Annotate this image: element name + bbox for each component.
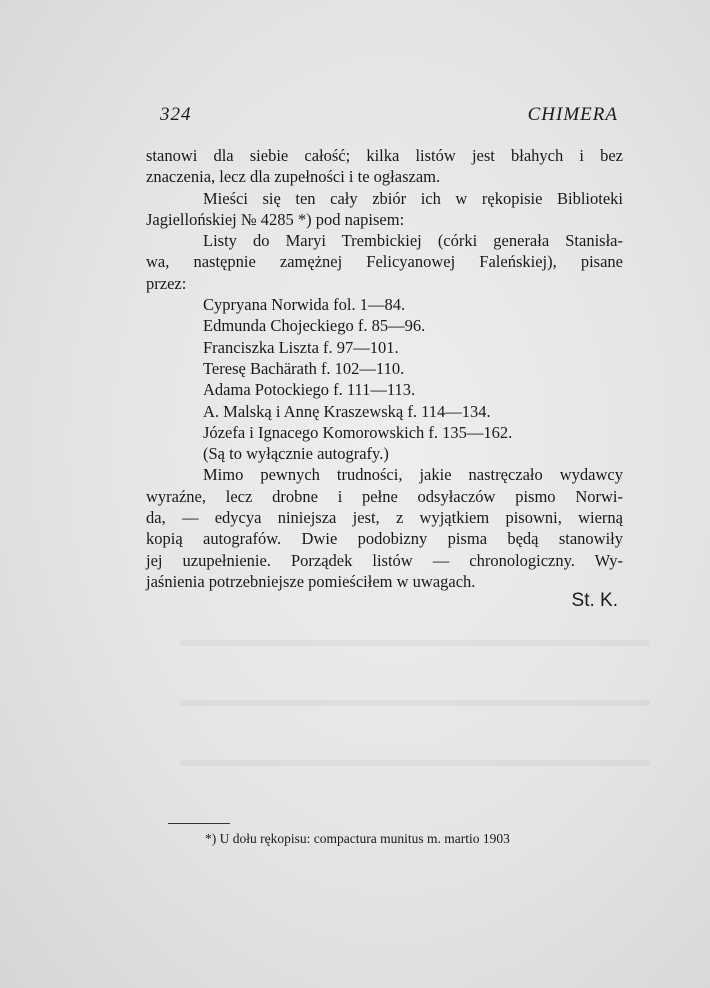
bleed-through-shadow: [180, 640, 650, 646]
text-line: znaczenia, lecz dla zupełności i te ogłaszam.: [146, 167, 441, 187]
list-item: A. Malską i Annę Kraszewską f. 114—134.: [203, 401, 491, 421]
list-item: Edmunda Chojeckiego f. 85—96.: [203, 316, 426, 336]
running-title: CHIMERA: [527, 104, 618, 125]
list-item: Adama Potockiego f. 111—113.: [203, 380, 416, 400]
list-item: Cypryana Norwida fol. 1—84.: [203, 295, 406, 315]
text-line: przez:: [146, 273, 187, 293]
text-line: Jagiellońskiej № 4285 *) pod napisem:: [146, 209, 405, 229]
text-line: jaśnienia potrzebniejsze pomieściłem w uwagach.: [146, 571, 476, 591]
list-item: Franciszka Liszta f. 97—101.: [203, 337, 399, 357]
text-line: da, — edycya niniejsza jest, z wyjątkiem pisowni, wierną: [146, 508, 623, 528]
page-number: 324: [160, 104, 192, 125]
text-line: stanowi dla siebie całość; kilka listów jest błahych i bez: [146, 146, 623, 165]
signature: St. K.: [571, 590, 618, 611]
list-item: (Są to wyłącznie autografy.): [203, 444, 389, 464]
text-line: wa, następnie zamężnej Felicyanowej Faleńskiej), pisane: [146, 252, 623, 272]
bleed-through-shadow: [180, 700, 650, 706]
text-line: Listy do Maryi Trembickiej (córki generała Stanisła-: [203, 231, 623, 251]
list-item: Józefa i Ignacego Komorowskich f. 135—162.: [203, 422, 513, 442]
bleed-through-shadow: [180, 760, 650, 766]
footnote-rule: [168, 823, 230, 824]
body-text: [146, 145, 623, 592]
list-item: Teresę Bachärath f. 102—110.: [203, 358, 405, 378]
footnote: *) U dołu rękopisu: compactura munitus m. martio 1903: [205, 831, 510, 846]
text-line: kopią autografów. Dwie podobizny pisma będą stanowiły: [146, 529, 623, 549]
text-line: jej uzupełnienie. Porządek listów — chronologiczny. Wy-: [146, 550, 623, 570]
text-line: wyraźne, lecz drobne i pełne odsyłaczów pismo Norwi-: [146, 486, 623, 506]
text-line: Mimo pewnych trudności, jakie nastręczało wydawcy: [203, 465, 623, 485]
text-line: Mieści się ten cały zbiór ich w rękopisie Biblioteki: [203, 188, 623, 208]
